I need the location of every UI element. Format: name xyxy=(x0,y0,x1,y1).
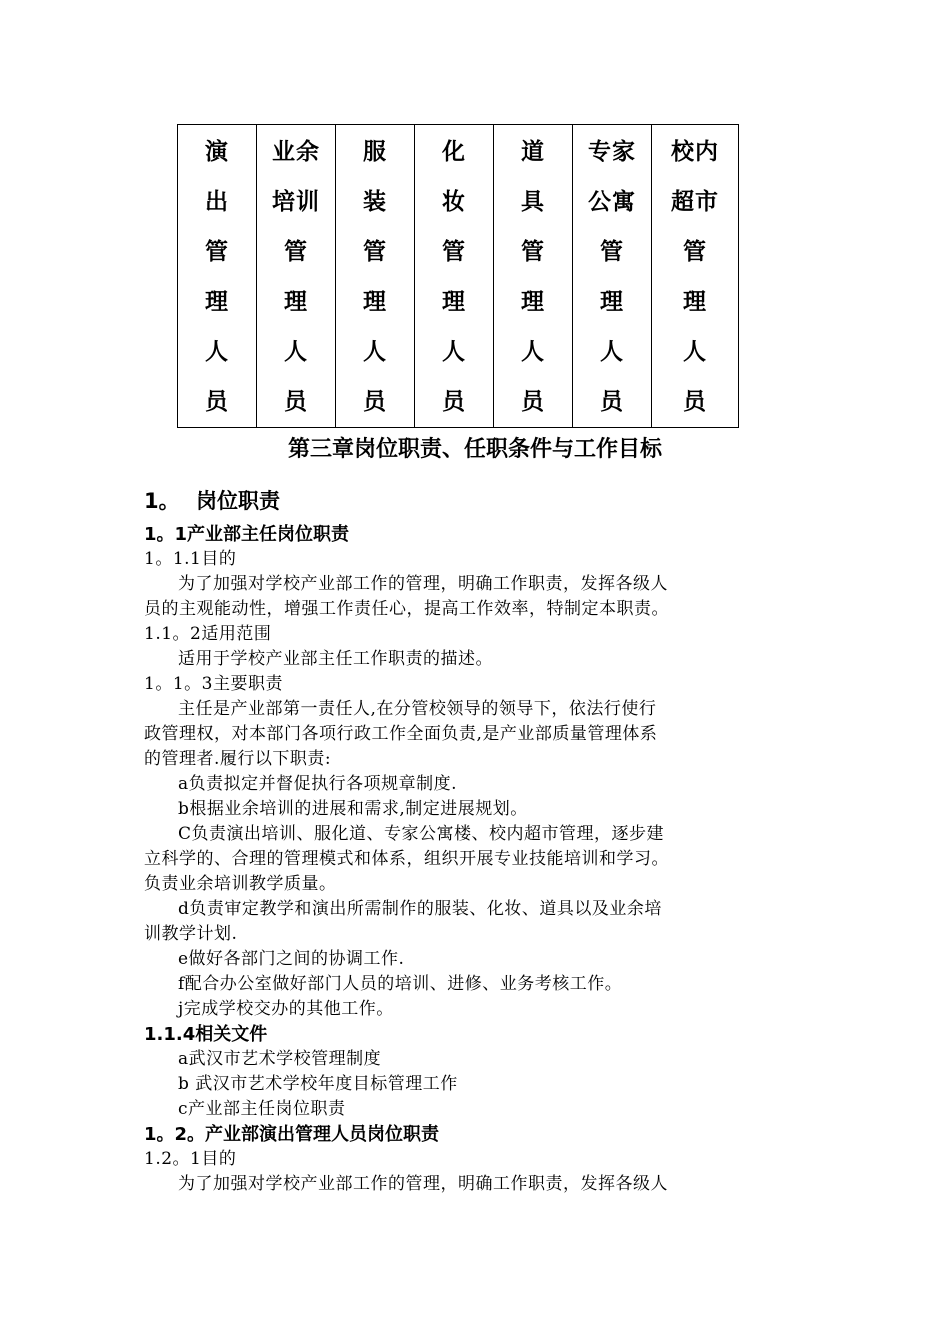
org-cell-costume xyxy=(336,125,415,428)
cell-text: 管 xyxy=(363,239,387,265)
paragraph-line: 训教学计划. xyxy=(144,924,238,944)
cell-text: 人 xyxy=(683,339,707,365)
cell-text: 管 xyxy=(442,239,466,265)
duty-item: C负责演出培训、服化道、专家公寓楼、校内超市管理，逐步建 xyxy=(178,824,665,844)
doc-item: c产业部主任岗位职责 xyxy=(178,1099,346,1119)
cell-text: 理 xyxy=(600,289,624,315)
org-structure-table xyxy=(177,124,739,428)
cell-text: 化 xyxy=(442,139,466,165)
paragraph-line: 政管理权，对本部门各项行政工作全面负责,是产业部质量管理体系 xyxy=(144,724,658,744)
org-cell-apartment xyxy=(573,125,652,428)
cell-text: 人 xyxy=(521,339,545,365)
paragraph-line: 为了加强对学校产业部工作的管理，明确工作职责，发挥各级人 xyxy=(178,574,668,594)
cell-text: 员 xyxy=(284,389,308,415)
duty-item: a负责拟定并督促执行各项规章制度. xyxy=(178,774,458,794)
cell-text: 公寓 xyxy=(588,189,636,215)
paragraph-line: 的管理者.履行以下职责: xyxy=(144,749,332,769)
cell-text: 人 xyxy=(284,339,308,365)
cell-text: 员 xyxy=(442,389,466,415)
cell-text: 演 xyxy=(205,139,229,165)
org-cell-props xyxy=(494,125,573,428)
cell-text: 超市 xyxy=(671,189,719,215)
document-body xyxy=(144,486,834,1197)
cell-text: 管 xyxy=(205,239,229,265)
paragraph-line: 负责业余培训教学质量。 xyxy=(144,874,337,894)
duty-item: d负责审定教学和演出所需制作的服装、化妆、道具以及业余培 xyxy=(178,899,662,919)
cell-text: 人 xyxy=(442,339,466,365)
cell-text: 员 xyxy=(205,389,229,415)
cell-text: 理 xyxy=(363,289,387,315)
cell-text: 员 xyxy=(363,389,387,415)
duty-item: b根据业余培训的进展和需求,制定进展规划。 xyxy=(178,799,528,819)
cell-text: 理 xyxy=(683,289,707,315)
subsection-heading: 1。2。产业部演出管理人员岗位职责 xyxy=(144,1124,440,1145)
chapter-title: 第三章岗位职责、任职条件与工作目标 xyxy=(287,437,662,462)
doc-item: b 武汉市艺术学校年度目标管理工作 xyxy=(178,1074,458,1094)
cell-text: 理 xyxy=(284,289,308,315)
cell-text: 员 xyxy=(521,389,545,415)
scope-heading: 1.1。2适用范围 xyxy=(144,624,272,644)
docs-heading: 1.1.4相关文件 xyxy=(144,1024,268,1045)
duty-item: f配合办公室做好部门人员的培训、进修、业务考核工作。 xyxy=(178,974,623,994)
cell-text: 具 xyxy=(521,189,545,215)
paragraph-line: 适用于学校产业部主任工作职责的描述。 xyxy=(178,649,493,669)
cell-text: 员 xyxy=(600,389,624,415)
paragraph-line: 立科学的、合理的管理模式和体系，组织开展专业技能培训和学习。 xyxy=(144,849,669,869)
purpose-heading: 1。1.1目的 xyxy=(144,549,237,569)
duty-item: j完成学校交办的其他工作。 xyxy=(178,999,394,1019)
cell-text: 管 xyxy=(284,239,308,265)
subsection-heading: 1。1产业部主任岗位职责 xyxy=(144,524,350,545)
cell-text: 管 xyxy=(521,239,545,265)
cell-text: 人 xyxy=(363,339,387,365)
section-number: 1。 xyxy=(144,489,180,513)
cell-text: 装 xyxy=(363,189,387,215)
paragraph-line: 为了加强对学校产业部工作的管理，明确工作职责，发挥各级人 xyxy=(178,1174,668,1194)
cell-text: 专家 xyxy=(588,139,636,165)
cell-text: 理 xyxy=(521,289,545,315)
cell-text: 管 xyxy=(600,239,624,265)
cell-text: 道 xyxy=(521,139,545,165)
cell-text: 培训 xyxy=(272,189,320,215)
cell-text: 业余 xyxy=(272,139,320,165)
cell-text: 理 xyxy=(205,289,229,315)
purpose-heading: 1.2。1目的 xyxy=(144,1149,237,1169)
cell-text: 出 xyxy=(205,189,229,215)
section-heading xyxy=(144,486,834,522)
cell-text: 服 xyxy=(363,139,387,165)
doc-item: a武汉市艺术学校管理制度 xyxy=(178,1049,382,1069)
cell-text: 妆 xyxy=(442,189,466,215)
cell-text: 校内 xyxy=(671,139,719,165)
cell-text: 员 xyxy=(683,389,707,415)
cell-text: 人 xyxy=(205,339,229,365)
section-title: 岗位职责 xyxy=(196,489,280,513)
paragraph-line: 主任是产业部第一责任人,在分管校领导的领导下，依法行使行 xyxy=(178,699,657,719)
cell-text: 人 xyxy=(600,339,624,365)
duties-heading: 1。1。3主要职责 xyxy=(144,674,283,694)
org-cell-training xyxy=(257,125,336,428)
org-cell-makeup xyxy=(415,125,494,428)
cell-text: 管 xyxy=(683,239,707,265)
duty-item: e做好各部门之间的协调工作. xyxy=(178,949,405,969)
org-cell-supermarket xyxy=(652,125,739,428)
paragraph-line: 员的主观能动性，增强工作责任心，提高工作效率，特制定本职责。 xyxy=(144,599,669,619)
cell-text: 理 xyxy=(442,289,466,315)
org-cell-performance xyxy=(178,125,257,428)
